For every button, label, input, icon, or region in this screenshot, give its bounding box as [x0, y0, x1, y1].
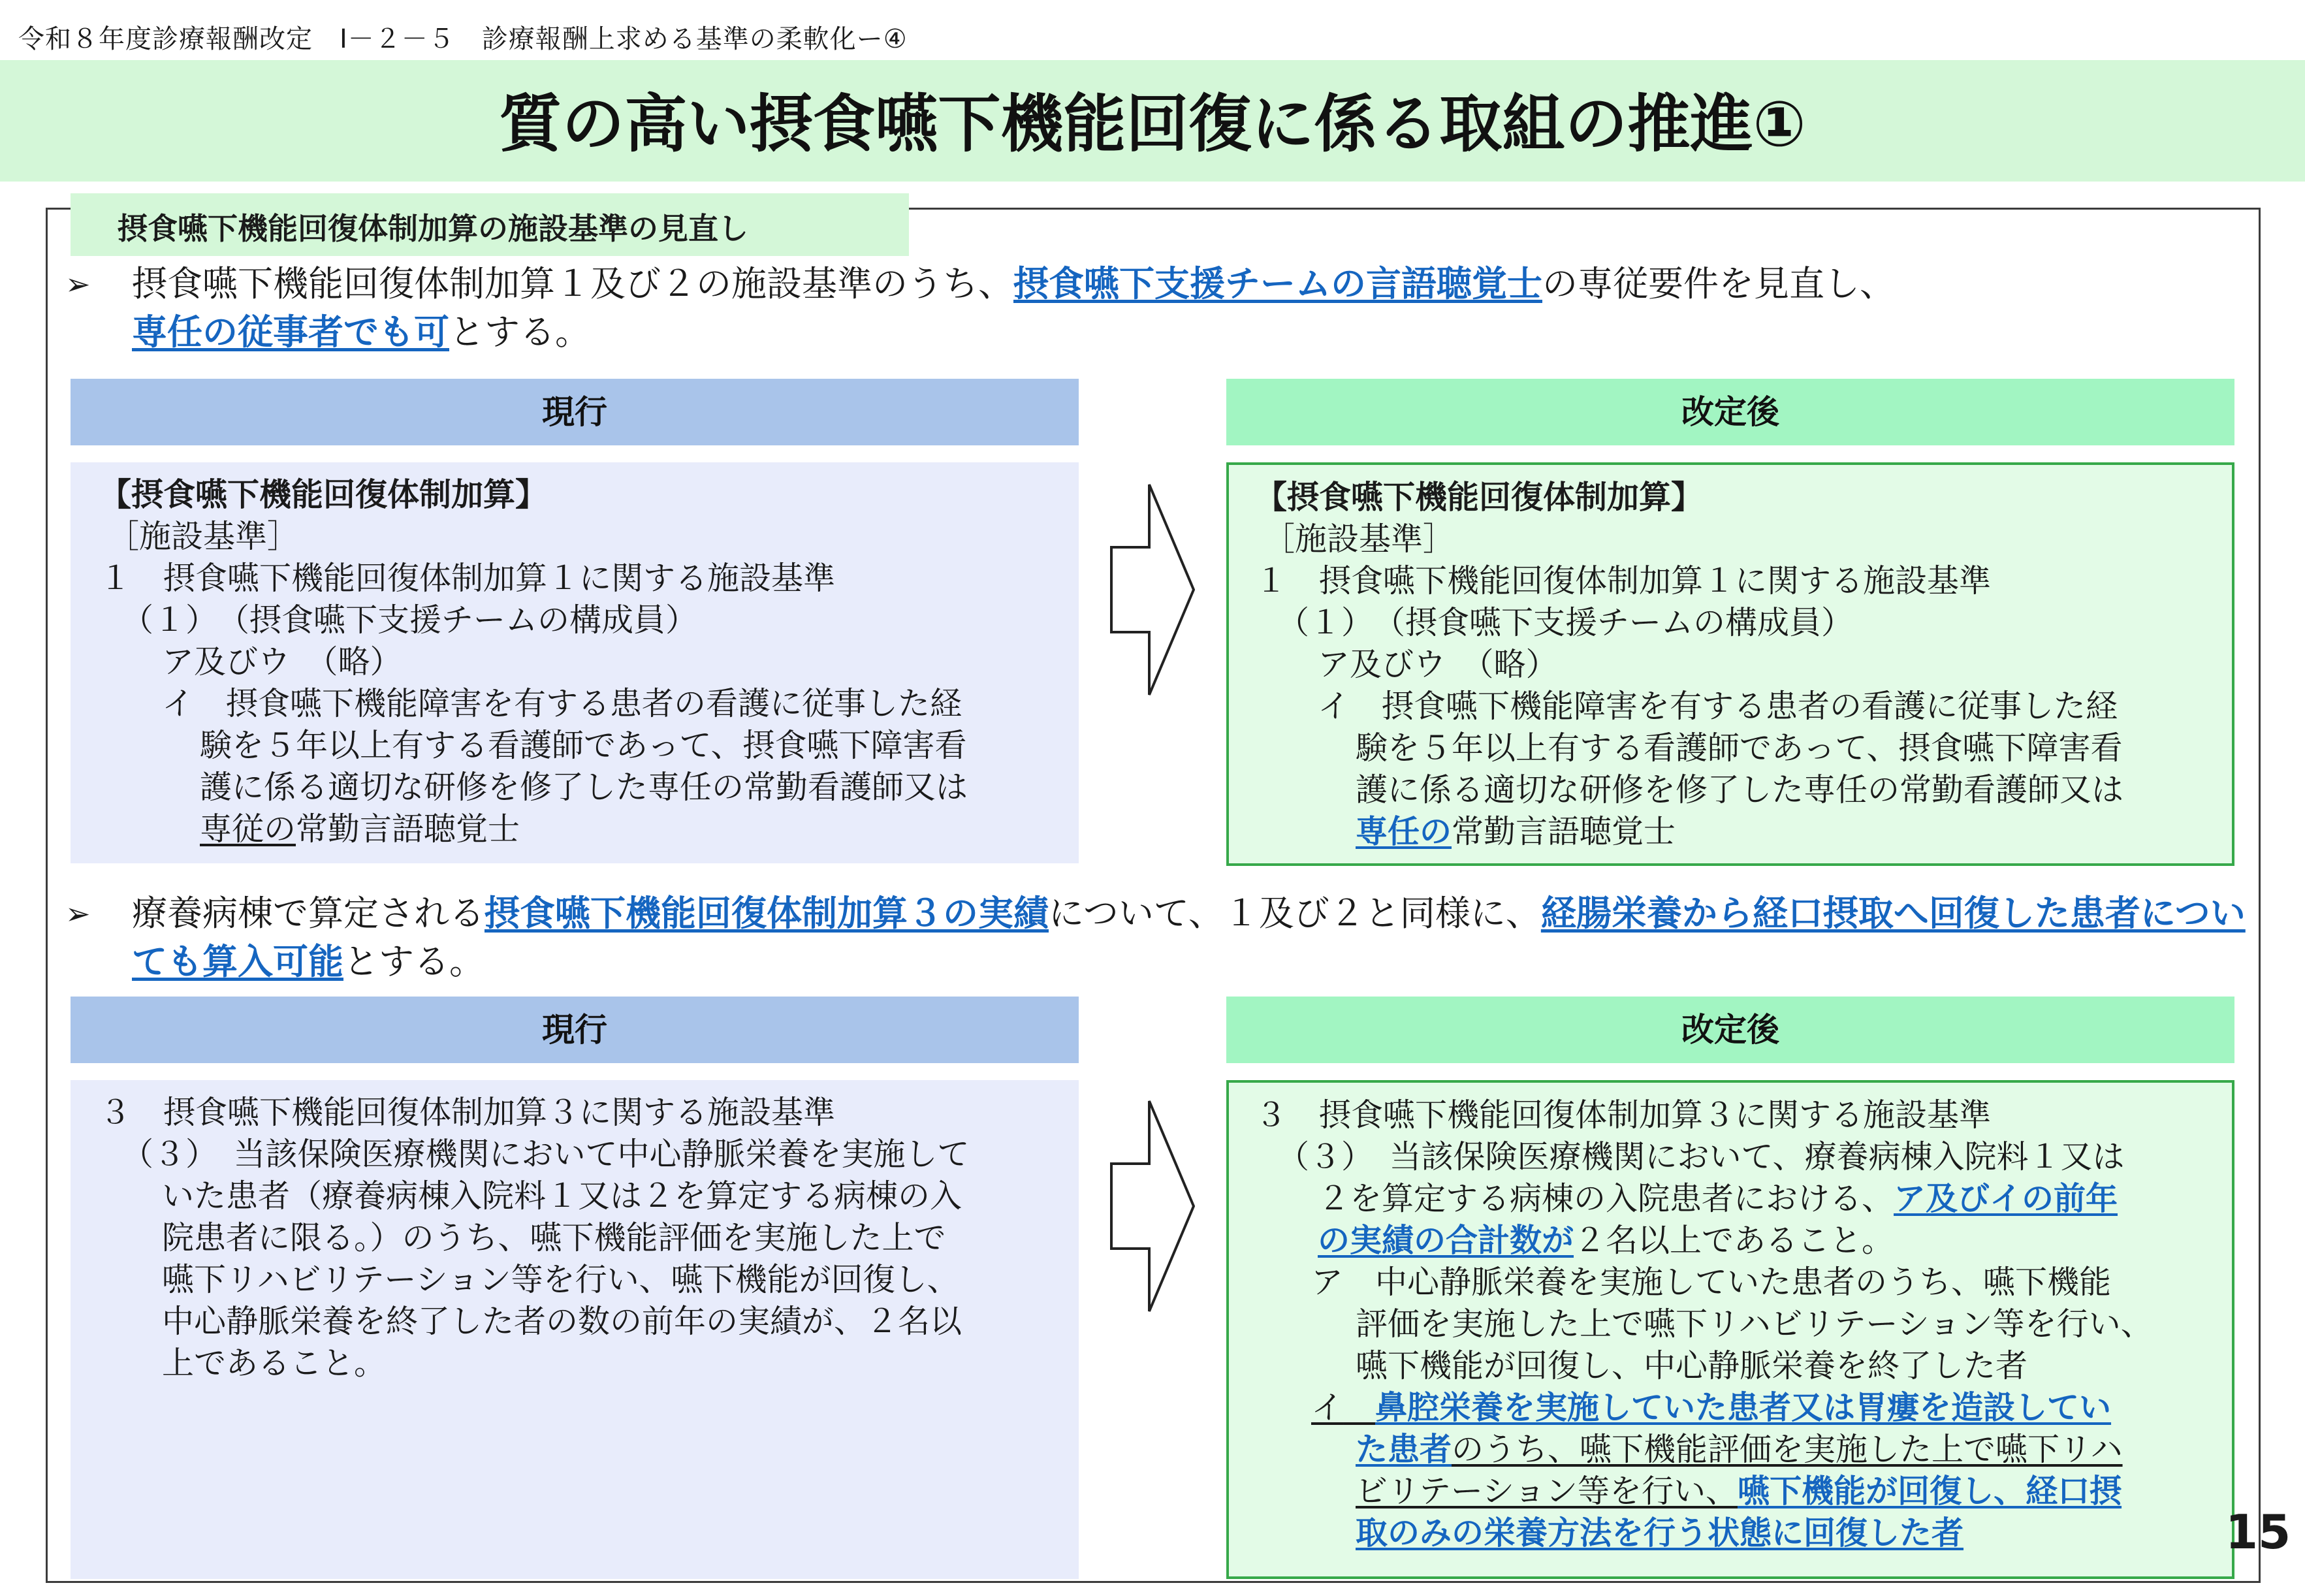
highlighted-text: 取のみの栄養方法を行う状態に回復した者 [1356, 1514, 1964, 1552]
breadcrumb: 令和８年度診療報酬改定 Ⅰ－２－５ 診療報酬上求める基準の柔軟化ー④ [18, 24, 908, 54]
bullet-1-text [132, 260, 2259, 357]
bullet-2-text-part: とする。 [343, 941, 485, 982]
bullet-1 [65, 260, 2259, 357]
box-line: いた患者（療養病棟入院料１又は２を算定する病棟の入 [162, 1177, 962, 1215]
highlighted-text: 専任の [1356, 813, 1452, 850]
bullet-1-highlight-2: 専任の従事者でも可 [132, 311, 449, 353]
box-line: １ 摂食嚥下機能回復体制加算１に関する施設基準 [1255, 562, 1992, 599]
bullet-1-text-part: 摂食嚥下機能回復体制加算１及び２の施設基準のうち、 [132, 263, 1013, 304]
box-line: （３） 当該保険医療機関において中心静脈栄養を実施して [121, 1136, 970, 1173]
bullet-2-highlight-1: 摂食嚥下機能回復体制加算３の実績 [485, 893, 1049, 934]
right-arrow-icon [1110, 1100, 1195, 1313]
highlighted-text: の実績の合計数が [1318, 1222, 1574, 1259]
box-line: 院患者に限る。）のうち、嚥下機能評価を実施した上で [162, 1219, 946, 1256]
box-line [1229, 811, 2232, 853]
box-text: ２名以上であること。 [1574, 1222, 1894, 1259]
bullet-2-text-part: 療養病棟で算定される [132, 893, 485, 934]
box-line [1229, 1512, 2232, 1554]
box-line: ［施設基準］ [1263, 520, 1455, 558]
box-text: 常勤言語聴覚士 [296, 810, 520, 848]
box-line: イ 摂食嚥下機能障害を有する患者の看護に従事した経 [1318, 688, 2118, 725]
box-line [1229, 1429, 2232, 1471]
page-number: 15 [2225, 1505, 2291, 1559]
box-line [1229, 1387, 2232, 1429]
bullet-2 [65, 889, 2259, 986]
bullet-arrow-icon: ➢ [65, 896, 91, 931]
current-column-header-1: 現行 [71, 379, 1079, 445]
bullet-2-text-part: について、１及び２と同様に、 [1049, 893, 1541, 934]
underlined-text: 専従の [200, 810, 296, 848]
underlined-text: ビリテーション等を行い、 [1356, 1473, 1738, 1510]
box-text: ２を算定する病棟の入院患者における、 [1318, 1180, 1894, 1217]
current-column-header-2: 現行 [71, 997, 1079, 1063]
box-line: 護に係る適切な研修を修了した専任の常勤看護師又は [200, 769, 968, 806]
box-line: ア 中心静脈栄養を実施していた患者のうち、嚥下機能 [1311, 1264, 2112, 1301]
underlined-text: イ [1311, 1389, 1344, 1426]
bullet-1-text-part: の専従要件を見直し、 [1542, 263, 1895, 304]
box-line: ３ 摂食嚥下機能回復体制加算３に関する施設基準 [99, 1094, 836, 1131]
box-line: ア及びウ （略） [1318, 646, 1558, 683]
current-box-1 [71, 462, 1079, 863]
revised-column-header-1: 改定後 [1226, 379, 2234, 445]
bullet-arrow-icon: ➢ [65, 266, 91, 302]
box-line [71, 808, 1079, 850]
box-line: 嚥下機能が回復し、中心静脈栄養を終了した者 [1356, 1347, 2028, 1384]
box-line: ［施設基準］ [107, 518, 300, 555]
box-text: 常勤言語聴覚士 [1452, 813, 1676, 850]
page-title: 質の高い摂食嚥下機能回復に係る取組の推進① [499, 88, 1806, 161]
box-line: 中心静脈栄養を終了した者の数の前年の実績が、２名以 [162, 1303, 962, 1340]
highlighted-text: ア及びイの前年 [1894, 1180, 2118, 1217]
box-line [1229, 1220, 2232, 1262]
box-line: （１） （摂食嚥下支援チームの構成員） [1277, 604, 1854, 641]
bullet-2-highlight-2: 経腸栄養から経口摂取へ回復した患者についても算入可能 [132, 893, 2246, 982]
current-box-2 [71, 1080, 1079, 1579]
box-line: 【摂食嚥下機能回復体制加算】 [99, 476, 548, 513]
box-line: イ 摂食嚥下機能障害を有する患者の看護に従事した経 [162, 685, 962, 722]
bullet-1-text-part: とする。 [449, 311, 590, 353]
box-line: 【摂食嚥下機能回復体制加算】 [1255, 479, 1704, 516]
box-line: 護に係る適切な研修を修了した専任の常勤看護師又は [1356, 771, 2124, 808]
revised-column-header-2: 改定後 [1226, 997, 2234, 1063]
box-line: （１） （摂食嚥下支援チームの構成員） [121, 601, 698, 639]
right-arrow-icon [1110, 483, 1195, 696]
highlighted-text: た患者 [1356, 1431, 1452, 1468]
box-line: 験を５年以上有する看護師であって、摂食嚥下障害看 [1356, 729, 2123, 767]
box-line: ３ 摂食嚥下機能回復体制加算３に関する施設基準 [1255, 1096, 1992, 1134]
highlighted-text: 鼻腔栄養を実施していた患者又は胃瘻を造設してい [1375, 1389, 2112, 1426]
revised-box-1 [1226, 462, 2234, 866]
underlined-text: のうち、嚥下機能評価を実施した上で嚥下リハ [1452, 1431, 2123, 1468]
bullet-2-text [132, 889, 2259, 986]
box-line: ア及びウ （略） [162, 643, 402, 680]
box-line: 評価を実施した上で嚥下リハビリテーション等を行い、 [1356, 1305, 2153, 1343]
box-line [1229, 1471, 2232, 1512]
box-line: 験を５年以上有する看護師であって、摂食嚥下障害看 [200, 727, 967, 764]
bullet-1-highlight-1: 摂食嚥下支援チームの言語聴覚士 [1013, 263, 1542, 304]
highlighted-text: 嚥下機能が回復し、経口摂 [1738, 1473, 2122, 1510]
section-title: 摂食嚥下機能回復体制加算の施設基準の見直し [118, 211, 748, 246]
box-line: 上であること。 [162, 1345, 387, 1382]
box-line: １ 摂食嚥下機能回復体制加算１に関する施設基準 [99, 560, 836, 597]
box-line: 嚥下リハビリテーション等を行い、嚥下機能が回復し、 [162, 1261, 959, 1298]
box-line: （３） 当該保険医療機関において、療養病棟入院料１又は [1277, 1138, 2125, 1175]
box-line [1229, 1178, 2232, 1220]
revised-box-2 [1226, 1080, 2234, 1579]
